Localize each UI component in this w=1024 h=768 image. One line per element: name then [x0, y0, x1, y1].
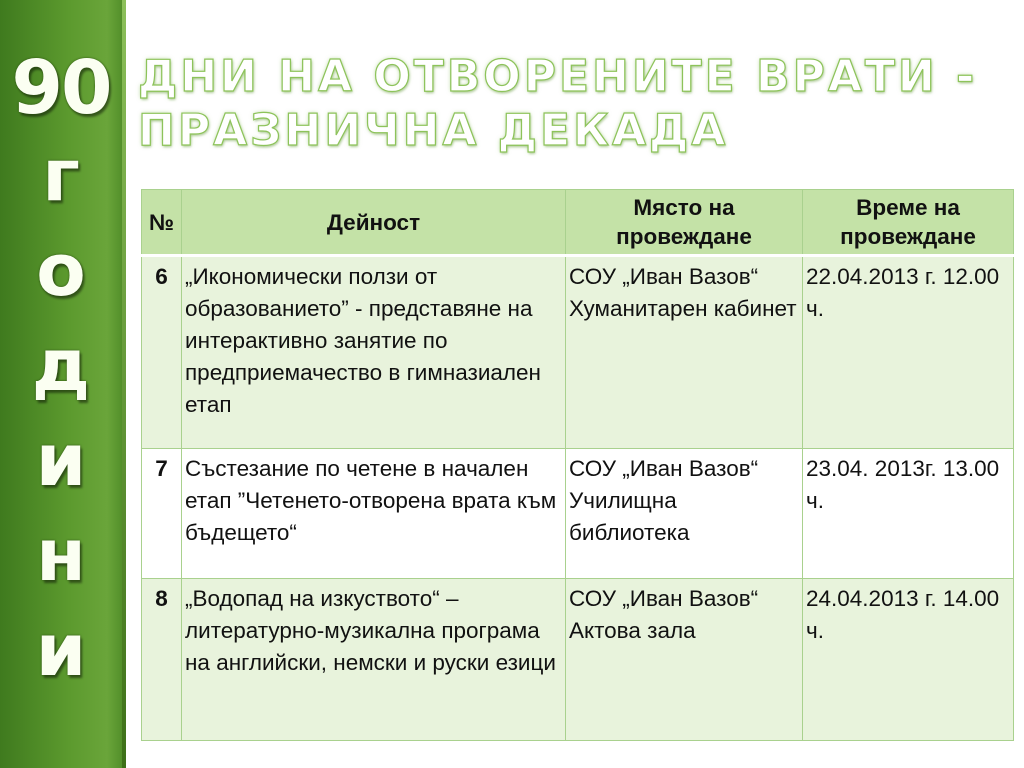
cell-number: 7 — [142, 449, 182, 579]
years-number: 90 — [11, 45, 111, 131]
cell-activity: Състезание по четене в начален етап ”Четенето-отворена врата към бъдещето“ — [182, 449, 566, 579]
years-letter: о — [36, 228, 86, 312]
table-row — [142, 579, 1014, 741]
header-number: № — [142, 190, 182, 256]
cell-activity: „Икономически ползи от образованието” - представяне на интерактивно занятие по предприемачество в гимназиален етап — [182, 256, 566, 449]
cell-number: 6 — [142, 256, 182, 449]
years-banner — [0, 45, 122, 698]
header-activity: Дейност — [182, 190, 566, 256]
table-row — [142, 256, 1014, 449]
cell-place: СОУ „Иван Вазов“ Хуманитарен кабинет — [566, 256, 803, 449]
cell-place: СОУ „Иван Вазов“ Актова зала — [566, 579, 803, 741]
slide-title-line-1: ДНИ НА ОТВОРЕНИТЕ ВРАТИ - — [138, 51, 978, 102]
table-row — [142, 449, 1014, 579]
years-letter: н — [36, 513, 86, 597]
cell-time: 23.04. 2013г. 13.00 ч. — [803, 449, 1014, 579]
events-table — [141, 189, 1014, 741]
header-time: Време на провеждане — [803, 190, 1014, 256]
years-letter: г — [42, 133, 80, 217]
cell-time: 24.04.2013 г. 14.00 ч. — [803, 579, 1014, 741]
cell-time: 22.04.2013 г. 12.00 ч. — [803, 256, 1014, 449]
cell-activity: „Водопад на изкуството“ – литературно-музикална програма на английски, немски и руски езици — [182, 579, 566, 741]
years-letter: и — [35, 608, 87, 692]
slide-title-line-2: ПРАЗНИЧНА ДЕКАДА — [138, 105, 729, 156]
cell-number: 8 — [142, 579, 182, 741]
years-letter: и — [35, 418, 87, 502]
table-header-row — [142, 190, 1014, 256]
header-place: Място на провеждане — [566, 190, 803, 256]
cell-place: СОУ „Иван Вазов“ Училищна библиотека — [566, 449, 803, 579]
slide-title — [138, 50, 998, 158]
years-letter: д — [31, 323, 91, 407]
